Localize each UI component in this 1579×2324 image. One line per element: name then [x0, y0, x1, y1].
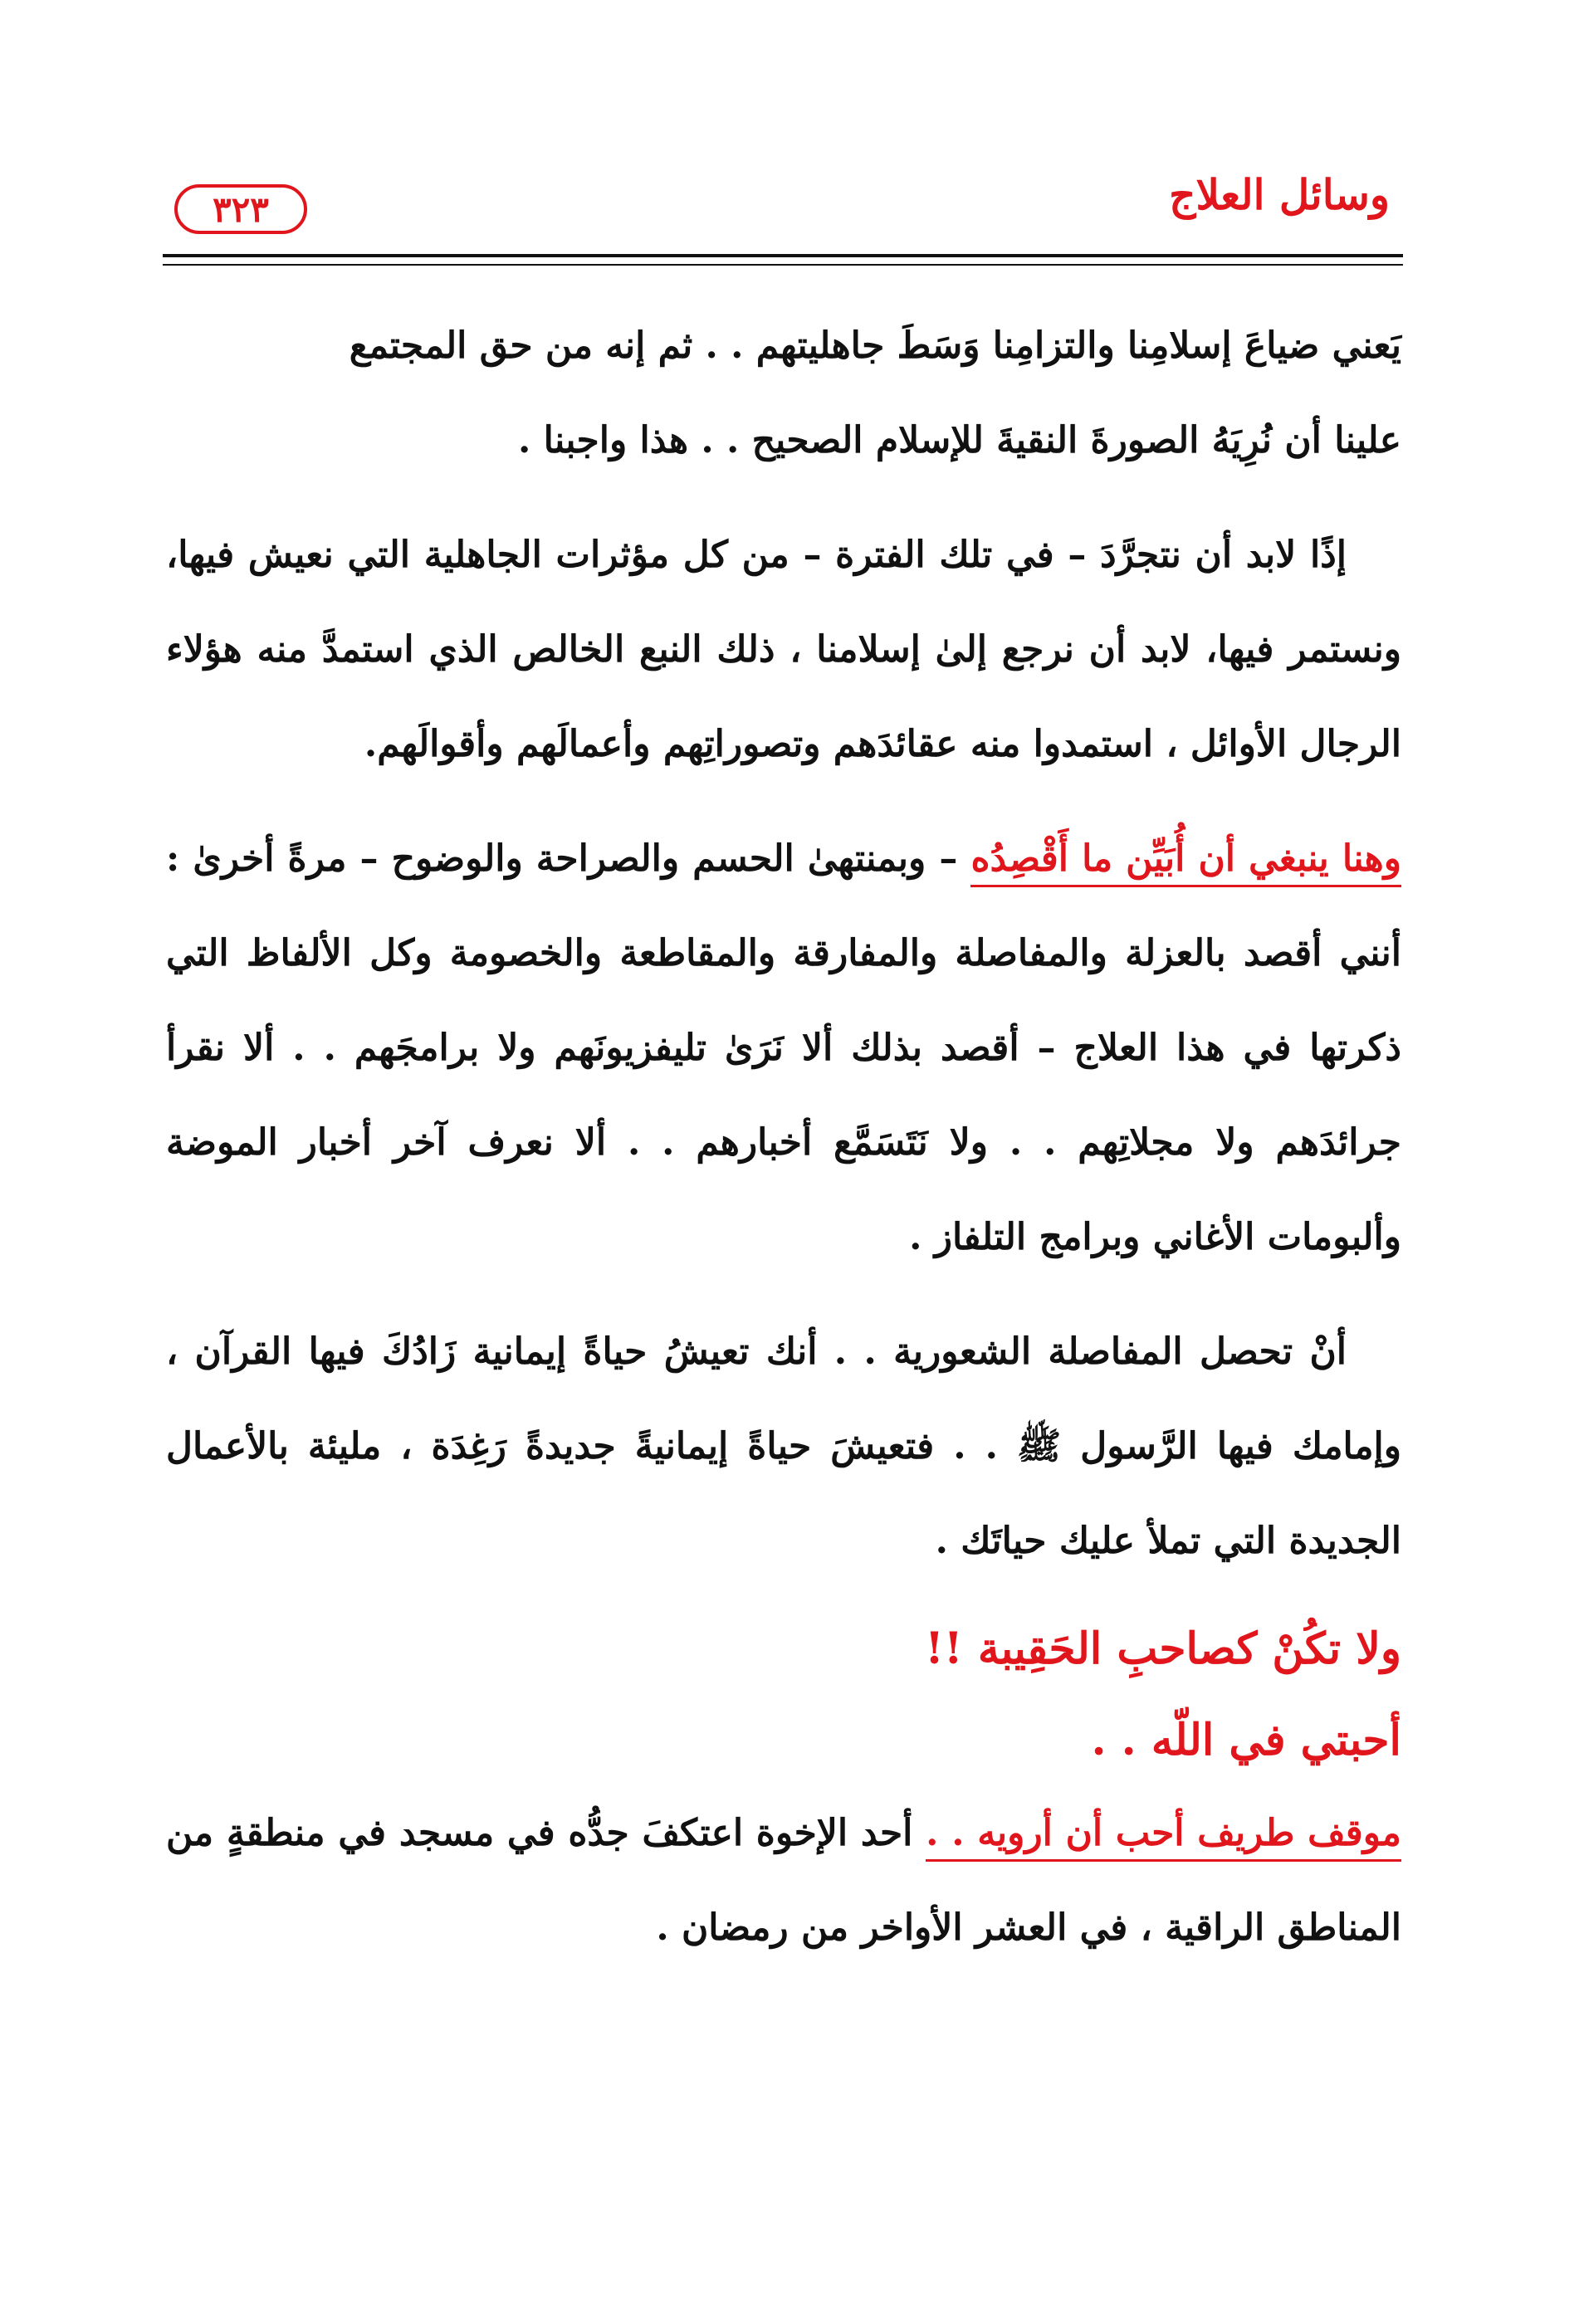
body-text [166, 299, 1401, 1975]
paragraph-1-line-1: يَعني ضياعَ إسلامِنا والتزامِنا وَسَطَ جاهليتهم . . ثم إنه من حق المجتمع [349, 325, 1401, 367]
paragraph-5-text: أحد الإخوة اعتكفَ جدُّه في مسجد في منطقةٍ من المناطق الراقية ، في العشر الأواخر من رمضان . [166, 1812, 1401, 1949]
page-number-badge [174, 184, 307, 234]
paragraph-1 [166, 299, 1401, 488]
paragraph-3-text: – وبمنتهىٰ الحسم والصراحة والوضوح – مرةً أخرىٰ : أنني أقصد بالعزلة والمفاصلة والمفارقة والمقاطعة والخصومة وكل الألفاظ التي ذكرتها في هذا العلاج – أقصد بذلك ألا نَرَىٰ تليفزيونَهم ولا برامجَهم . . ألا نقرأ جرائدَهم ولا مجلاتِهم . . ولا نَتَسَمَّع أخبارهم . . ألا نعرف آخر أخبار الموضة وألبومات الأغاني وبرامج التلفاز . [166, 837, 1401, 1258]
section-heading: ولا تكُنْ كصاحبِ الحَقِيبة !! [925, 1623, 1401, 1674]
section-subheading: أحبتي في اللّه . . [1091, 1715, 1401, 1765]
highlighted-phrase-2: موقف طريف أحب أن أرويه . . [926, 1812, 1401, 1862]
highlighted-phrase: وهنا ينبغي أن أُبَيِّن ما أَقْصِدُه [970, 837, 1401, 887]
paragraph-4: أنْ تحصل المفاصلة الشعورية . . أنك تعيشُ حياةً إيمانية زَادُكَ فيها القرآن ، وإمامك فيها الرَّسول ﷺ . . فتعيشَ حياةً إيمانيةً جديدةً رَغِدَة ، مليئة بالأعمال الجديدة التي تملأ عليك حياتَك . [166, 1330, 1401, 1562]
running-title: وسائل العلاج [1169, 170, 1390, 219]
paragraph-5 [166, 1786, 1401, 1975]
paragraph-2: إذًا لابد أن نتجرَّدَ – في تلك الفترة – من كل مؤثرات الجاهلية التي نعيش فيها، ونستمر فيها، لابد أن نرجع إلىٰ إسلامنا ، ذلك النبع الخالص الذي استمدَّ منه هؤلاء الرجال الأوائل ، استمدوا منه عقائدَهم وتصوراتِهم وأعمالَهم وأقوالَهم. [166, 534, 1401, 765]
paragraph-3 [166, 812, 1401, 1285]
header-rule-thick [163, 254, 1403, 257]
paragraph-1-line-2: علينا أن نُرِيَهُ الصورةَ النقيةَ للإسلام الصحيح . . هذا واجبنا . [517, 419, 1401, 461]
header-rule-thin [163, 264, 1403, 266]
page-number: ٣٢٣ [213, 188, 269, 230]
